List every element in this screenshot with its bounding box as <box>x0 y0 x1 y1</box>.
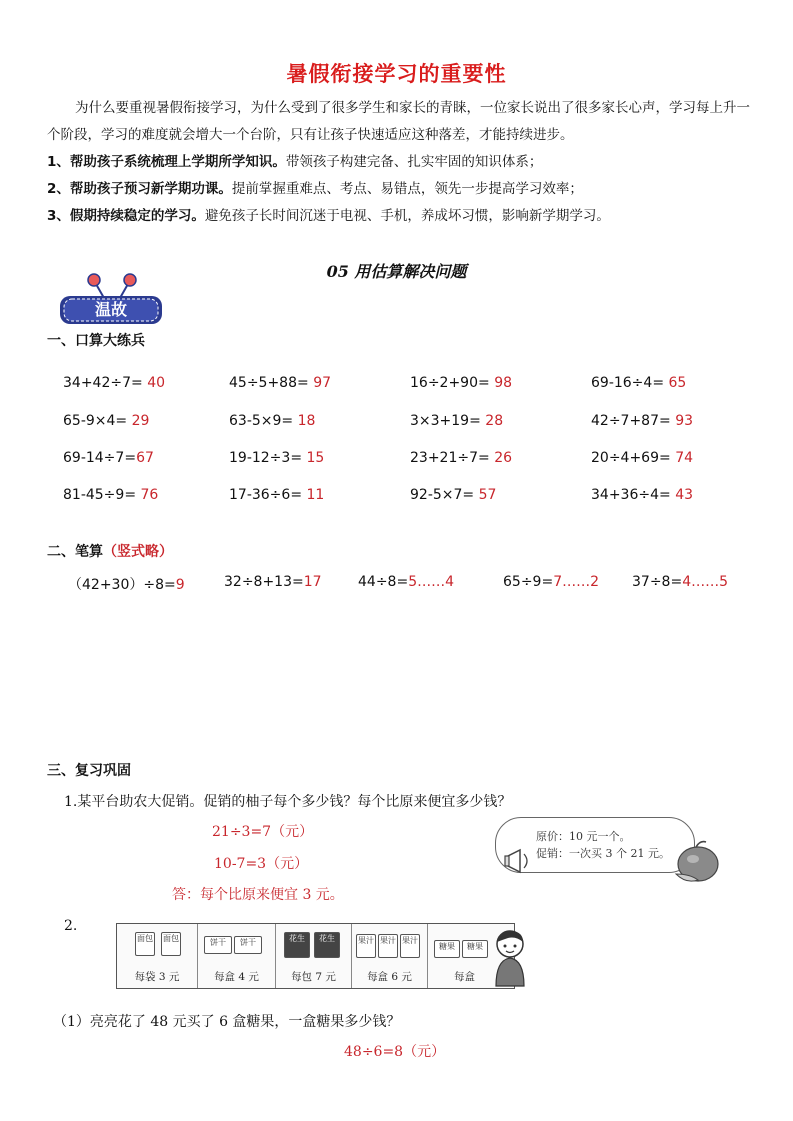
problem-1: 1.某平台助农大促销。促销的柚子每个多少钱？每个比原来便宜多少钱？ <box>64 794 512 810</box>
oral-item: 16÷2+90= 98 <box>410 375 513 391</box>
biscuit-box-icon: 饼干 <box>204 936 232 954</box>
problem-2-number: 2. <box>64 918 78 934</box>
review-badge <box>58 270 164 326</box>
intro-point-1: 1、帮助孩子系统梳理上学期所学知识。带领孩子构建完备、扎实牢固的知识体系； <box>47 154 543 170</box>
intro-point-3: 3、假期持续稳定的学习。避免孩子长时间沉迷于电视、手机，养成坏习惯，影响新学期学习。 <box>47 208 610 224</box>
bread-bag-icon: 面包 <box>161 932 181 956</box>
oral-item: 69-14÷7=67 <box>63 450 154 466</box>
section2-note: （竖式略） <box>103 544 173 560</box>
oral-item: 92-5×7= 57 <box>410 487 497 503</box>
written-calc-item: 32÷8+13=17 <box>224 574 322 590</box>
intro-block <box>47 95 757 230</box>
section2-heading: 二、笔算（竖式略） <box>47 544 173 560</box>
answer-1-line-3: 答：每个比原来便宜 3 元。 <box>172 887 344 903</box>
problem-2-sub1: （1）亮亮花了 48 元买了 6 盒糖果，一盒糖果多少钱？ <box>53 1014 401 1030</box>
written-calc-item: （42+30）÷8=9 <box>68 577 185 593</box>
shelf-price: 每包 7 元 <box>291 971 336 983</box>
answer-1-line-2: 10-7=3（元） <box>214 856 309 872</box>
candy-box-icon: 糖果 <box>462 940 488 958</box>
lesson-title: 05 用估算解决问题 <box>326 262 467 281</box>
shelf-cell-peanut <box>276 924 352 988</box>
written-calc-item: 37÷8=4……5 <box>632 574 729 590</box>
juice-box-icon: 果汁 <box>378 934 398 958</box>
oral-item: 81-45÷9= 76 <box>63 487 159 503</box>
oral-item: 34+36÷4= 43 <box>591 487 694 503</box>
product-shelf <box>116 923 515 989</box>
intro-point-2: 2、帮助孩子预习新学期功课。提前掌握重难点、考点、易错点，领先一步提高学习效率； <box>47 181 583 197</box>
shelf-cell-bread <box>117 924 198 988</box>
peanut-pack-icon: 花生 <box>314 932 340 958</box>
oral-item: 42÷7+87= 93 <box>591 413 694 429</box>
oral-item: 19-12÷3= 15 <box>229 450 325 466</box>
written-calc-item: 44÷8=5……4 <box>358 574 455 590</box>
page-title: 暑假衔接学习的重要性 <box>286 62 507 86</box>
shelf-price: 每盒 <box>454 971 475 983</box>
child-character-icon <box>490 928 530 988</box>
shelf-price: 每盒 6 元 <box>367 971 412 983</box>
juice-box-icon: 果汁 <box>400 934 420 958</box>
badge-label: 温故 <box>94 300 127 319</box>
bubble-line-2: 促销：一次买 3 个 21 元。 <box>536 847 670 860</box>
peanut-pack-icon: 花生 <box>284 932 310 958</box>
written-calc-item: 65÷9=7……2 <box>503 574 600 590</box>
answer-1-line-1: 21÷3=7（元） <box>212 824 314 840</box>
shelf-price: 每袋 3 元 <box>134 971 180 983</box>
oral-item: 23+21÷7= 26 <box>410 450 513 466</box>
oral-item: 45÷5+88= 97 <box>229 375 332 391</box>
bread-bag-icon: 面包 <box>135 932 155 956</box>
oral-item: 20÷4+69= 74 <box>591 450 694 466</box>
pomelo-icon <box>668 836 728 886</box>
bubble-line-1: 原价：10 元一个。 <box>536 830 631 843</box>
oral-item: 3×3+19= 28 <box>410 413 504 429</box>
section3-heading: 三、复习巩固 <box>47 763 131 779</box>
juice-box-icon: 果汁 <box>356 934 376 958</box>
oral-item: 69-16÷4= 65 <box>591 375 687 391</box>
section1-heading: 一、口算大练兵 <box>47 333 145 349</box>
answer-2-sub1: 48÷6=8（元） <box>344 1044 446 1060</box>
oral-item: 65-9×4= 29 <box>63 413 150 429</box>
shelf-cell-biscuit <box>198 924 276 988</box>
intro-paragraph: 为什么要重视暑假衔接学习，为什么受到了很多学生和家长的青睐，一位家长说出了很多家长心声，学习每上升一个阶段，学习的难度就会增大一个台阶，只有让孩子快速适应这种落差，才能持续进步。 <box>47 100 750 143</box>
biscuit-box-icon: 饼干 <box>234 936 262 954</box>
shelf-cell-juice <box>352 924 428 988</box>
oral-item: 17-36÷6= 11 <box>229 487 325 503</box>
oral-item: 34+42÷7= 40 <box>63 375 166 391</box>
candy-box-icon: 糖果 <box>434 940 460 958</box>
shelf-price: 每盒 4 元 <box>214 971 259 983</box>
megaphone-icon <box>504 844 536 880</box>
oral-item: 63-5×9= 18 <box>229 413 316 429</box>
